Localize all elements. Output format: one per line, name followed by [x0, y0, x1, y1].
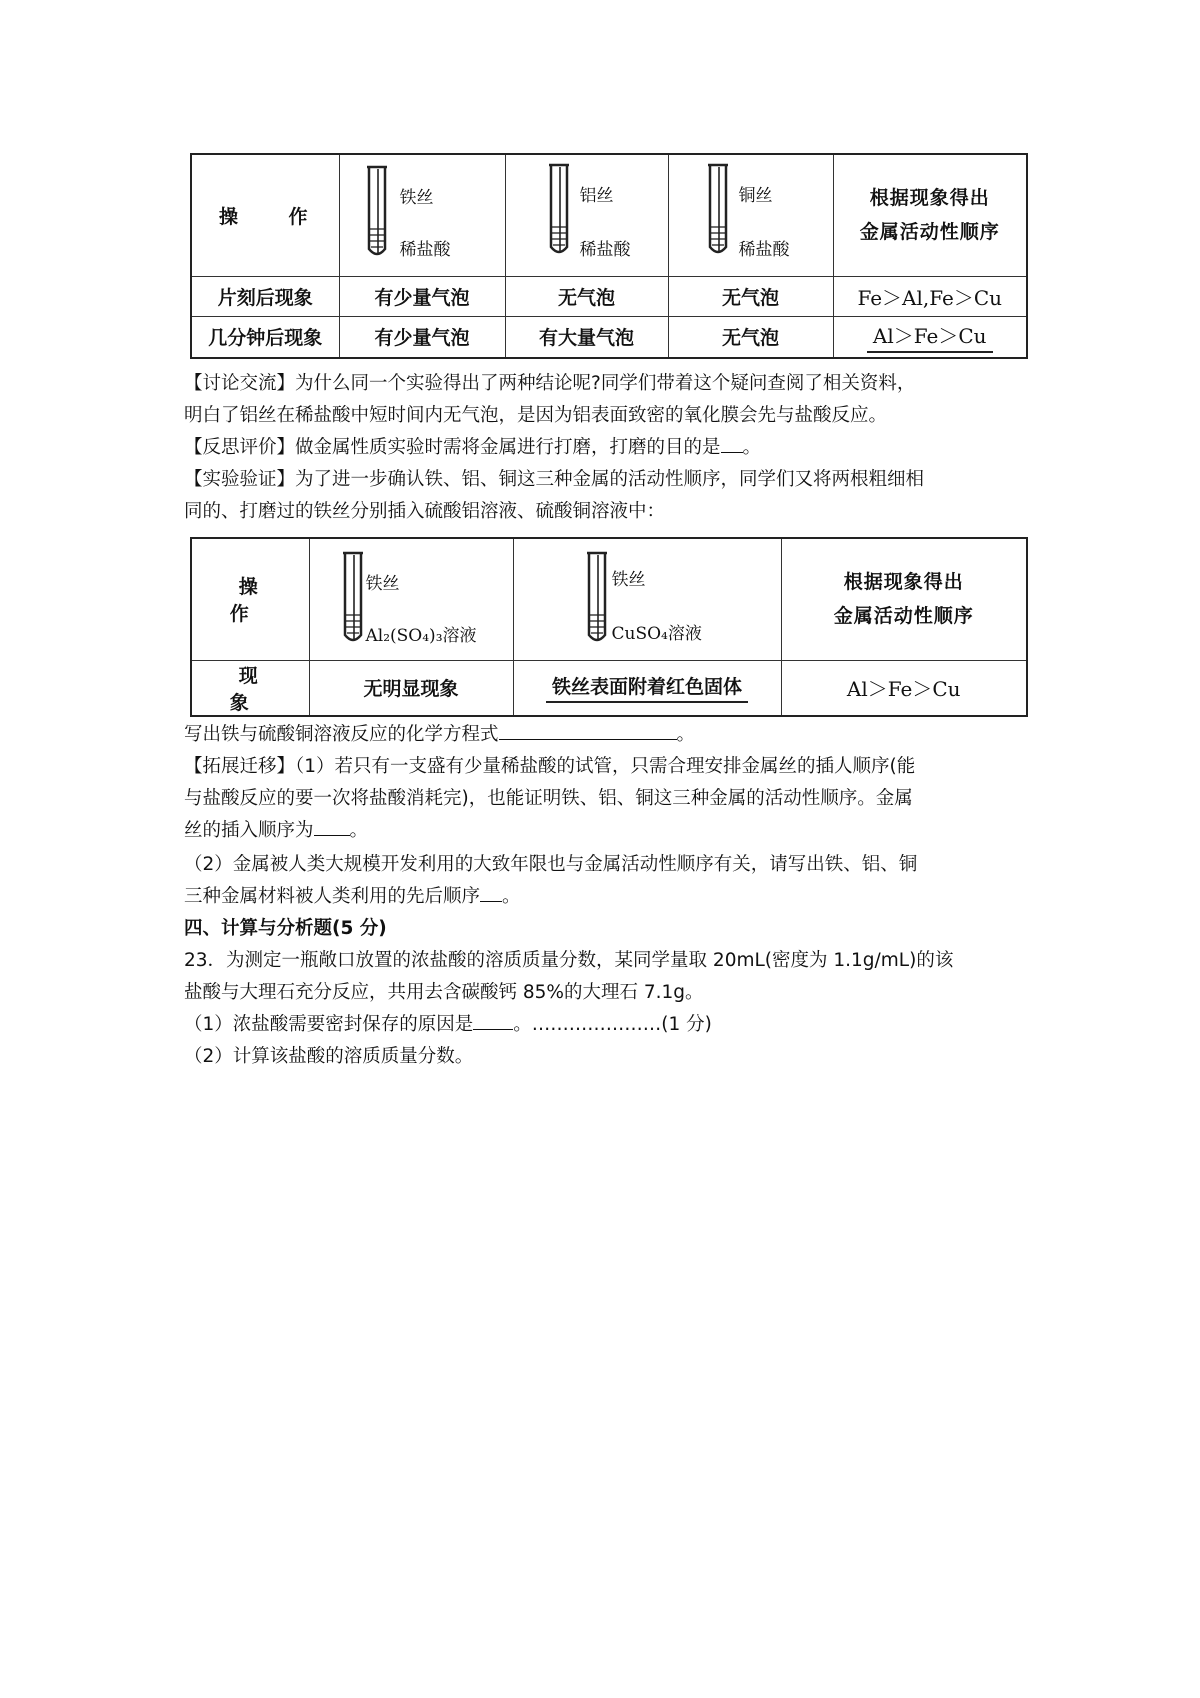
discussion-line-2: 明白了铝丝在稀盐酸中短时间内无气泡，是因为铝表面致密的氧化膜会先与盐酸反应。 — [184, 405, 888, 426]
extension-line-2: 与盐酸反应的要一次将盐酸消耗完)，也能证明铁、铝、铜这三种金属的活动性顺序。金属 — [184, 788, 913, 809]
discussion-line-1: 【讨论交流】为什么同一个实验得出了两种结论呢?同学们带着这个疑问查阅了相关资料， — [184, 373, 916, 394]
experiment-table-1 — [190, 153, 1028, 359]
solution-label: 稀盐酸 — [579, 240, 631, 260]
verification-line-1: 【实验验证】为了进一步确认铁、铝、铜这三种金属的活动性顺序，同学们又将两根粗细相 — [184, 469, 925, 490]
tube-iron-al2so4 — [309, 538, 513, 660]
table-row — [191, 316, 1027, 358]
question-23-part-2: （2）计算该盐酸的溶质质量分数。 — [184, 1046, 474, 1067]
extension-line-1: 【拓展迁移】（1）若只有一支盛有少量稀盐酸的试管，只需合理安排金属丝的插人顺序(能 — [184, 756, 916, 777]
conclusion-header: 根据现象得出 金属活动性顺序 — [833, 154, 1027, 276]
question-23-part-1: （1）浓盐酸需要密封保存的原因是 。…………………(1 分) — [184, 1009, 712, 1041]
observation-cell: 无明显现象 — [309, 660, 513, 716]
table-row — [191, 660, 1027, 716]
metal-label: 铝丝 — [579, 186, 614, 206]
extension-line-5: 三种金属材料被人类利用的先后顺序 。 — [184, 881, 521, 913]
reflection-line: 【反思评价】做金属性质实验时需将金属进行打磨，打磨的目的是 。 — [184, 432, 761, 464]
row-label: 片刻后现象 — [191, 276, 339, 316]
solution-label: 稀盐酸 — [738, 240, 790, 260]
metal-label: 铁丝 — [399, 188, 434, 208]
operation-header: 操 作 — [191, 154, 339, 276]
observation-cell: 无气泡 — [668, 276, 833, 316]
section-title: 四、计算与分析题(5 分) — [184, 918, 387, 939]
experiment-table-2 — [190, 537, 1028, 717]
equation-line: 写出铁与硫酸铜溶液反应的化学方程式 。 — [184, 719, 695, 751]
test-tube-icon — [705, 163, 731, 259]
observation-cell: 铁丝表面附着红色固体 — [513, 660, 781, 716]
metal-label: 铜丝 — [738, 186, 773, 206]
tube-copper-hcl — [668, 154, 833, 276]
verification-line-2: 同的、打磨过的铁丝分别插入硫酸铝溶液、硫酸铜溶液中： — [184, 501, 666, 522]
observation-cell: 有大量气泡 — [505, 316, 668, 358]
solution-label: Al₂(SO₄)₃溶液 — [365, 626, 477, 646]
conclusion-cell: Al＞Fe＞Cu — [833, 316, 1027, 358]
answer-blank[interactable] — [480, 883, 502, 902]
tube-iron-hcl — [339, 154, 505, 276]
conclusion-cell: Fe＞Al,Fe＞Cu — [833, 276, 1027, 316]
operation-header: 操 作 — [191, 538, 309, 660]
question-23-line-1: 23．为测定一瓶敞口放置的浓盐酸的溶质质量分数，某同学量取 20mL(密度为 1.1g/mL)的该 — [184, 950, 954, 971]
test-tube-icon — [584, 551, 610, 647]
observation-cell: 有少量气泡 — [339, 316, 505, 358]
conclusion-cell: Al＞Fe＞Cu — [781, 660, 1027, 716]
extension-line-4: （2）金属被人类大规模开发利用的大致年限也与金属活动性顺序有关，请写出铁、铝、铜 — [184, 854, 918, 875]
metal-label: 铁丝 — [365, 574, 400, 594]
observation-cell: 无气泡 — [668, 316, 833, 358]
answer-blank[interactable] — [499, 721, 677, 740]
answer-blank[interactable] — [473, 1011, 513, 1030]
row-label: 现 象 — [191, 660, 309, 716]
test-tube-icon — [340, 551, 366, 647]
answer-blank[interactable] — [314, 817, 350, 836]
table-row — [191, 276, 1027, 316]
tube-aluminum-hcl — [505, 154, 668, 276]
question-23-line-2: 盐酸与大理石充分反应，共用去含碳酸钙 85%的大理石 7.1g。 — [184, 982, 704, 1003]
tube-iron-cuso4 — [513, 538, 781, 660]
observation-cell: 有少量气泡 — [339, 276, 505, 316]
answer-blank[interactable] — [721, 434, 743, 453]
extension-line-3: 丝的插入顺序为 。 — [184, 815, 368, 847]
observation-cell: 无气泡 — [505, 276, 668, 316]
test-tube-icon — [364, 165, 390, 261]
conclusion-header: 根据现象得出 金属活动性顺序 — [781, 538, 1027, 660]
solution-label: 稀盐酸 — [399, 240, 451, 260]
solution-label: CuSO₄溶液 — [611, 624, 702, 644]
row-label: 几分钟后现象 — [191, 316, 339, 358]
test-tube-icon — [546, 163, 572, 259]
metal-label: 铁丝 — [611, 570, 646, 590]
